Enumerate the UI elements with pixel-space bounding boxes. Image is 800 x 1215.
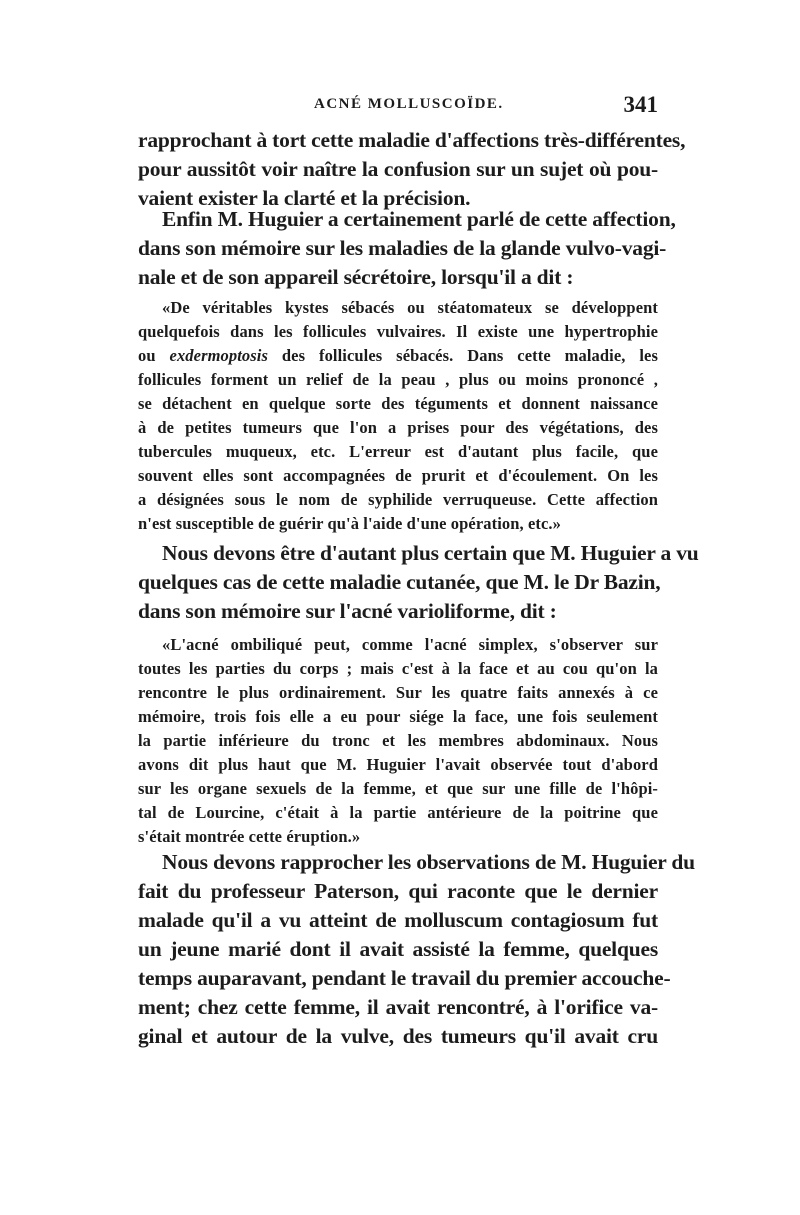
text-line: ment; chez cette femme, il avait rencontré, à l'orifice va- — [138, 995, 658, 1019]
running-head: ACNÉ MOLLUSCOÏDE. — [314, 96, 504, 112]
text-line: tubercules muqueux, etc. L'erreur est d'autant plus facile, que — [138, 442, 658, 461]
text-line: pour aussitôt voir naître la confusion sur un sujet où pou- — [138, 157, 658, 181]
text-line: nale et de son appareil sécrétoire, lorsqu'il a dit : — [138, 265, 574, 289]
text-line: rapprochant à tort cette maladie d'affections très-différentes, — [138, 128, 686, 152]
text-line: se détachent en quelque sorte des téguments et donnent naissance — [138, 394, 658, 413]
text-line: a désignées sous le nom de syphilide verruqueuse. Cette affection — [138, 490, 658, 509]
paragraph-3 — [138, 539, 699, 626]
text-line: ou exdermoptosis des follicules sébacés. Dans cette maladie, les — [138, 346, 658, 365]
text-line: rencontre le plus ordinairement. Sur les quatre faits annexés à ce — [138, 683, 658, 702]
text-line: sur les organe sexuels de la femme, et que sur une fille de l'hôpi- — [138, 779, 658, 798]
paragraph-4 — [138, 848, 695, 1051]
text-line: toutes les parties du corps ; mais c'est à la face et au cou qu'on la — [138, 659, 658, 678]
text-line: Nous devons être d'autant plus certain que M. Huguier a vu — [162, 541, 699, 565]
paragraph-1 — [138, 126, 686, 213]
text-line: temps auparavant, pendant le travail du premier accouche- — [138, 966, 671, 990]
text-line: ginal et autour de la vulve, des tumeurs qu'il avait cru — [138, 1024, 658, 1048]
text-line: mémoire, trois fois elle a eu pour siége la face, une fois seulement — [138, 707, 658, 726]
text-line: quelques cas de cette maladie cutanée, que M. le Dr Bazin, — [138, 570, 661, 594]
text-line: n'est susceptible de guérir qu'à l'aide d'une opération, etc.» — [138, 514, 561, 533]
page-number: 341 — [623, 92, 658, 117]
text-line: souvent elles sont accompagnées de prurit et d'écoulement. On les — [138, 466, 658, 485]
text-line: Enfin M. Huguier a certainement parlé de cette affection, — [162, 207, 676, 231]
text-line: tal de Lourcine, c'était à la partie antérieure de la poitrine que — [138, 803, 658, 822]
text-line: la partie inférieure du tronc et les membres abdominaux. Nous — [138, 731, 658, 750]
text-line: à de petites tumeurs que l'on a prises pour des végétations, des — [138, 418, 658, 437]
text-line: «De véritables kystes sébacés ou stéatomateux se développent — [162, 298, 658, 317]
text-line: «L'acné ombiliqué peut, comme l'acné simplex, s'observer sur — [162, 635, 658, 654]
text-line: un jeune marié dont il avait assisté la femme, quelques — [138, 937, 658, 961]
text-line: fait du professeur Paterson, qui raconte que le dernier — [138, 879, 658, 903]
quote-bazin — [138, 633, 658, 849]
quote-huguier — [138, 296, 658, 536]
text-line: avons dit plus haut que M. Huguier l'avait observée tout d'abord — [138, 755, 658, 774]
page-header — [138, 92, 658, 126]
text-line: malade qu'il a vu atteint de molluscum contagiosum fut — [138, 908, 658, 932]
text-line: dans son mémoire sur les maladies de la glande vulvo-vagi- — [138, 236, 667, 260]
text-line: follicules forment un relief de la peau , plus ou moins prononcé , — [138, 370, 658, 389]
text-line: Nous devons rapprocher les observations de M. Huguier du — [162, 850, 695, 874]
text-line: vaient exister la clarté et la précision. — [138, 186, 471, 210]
text-line: s'était montrée cette éruption.» — [138, 827, 361, 846]
paragraph-2 — [138, 205, 676, 292]
text-line: dans son mémoire sur l'acné varioliforme, dit : — [138, 599, 557, 623]
text-line: quelquefois dans les follicules vulvaires. Il existe une hypertrophie — [138, 322, 658, 341]
